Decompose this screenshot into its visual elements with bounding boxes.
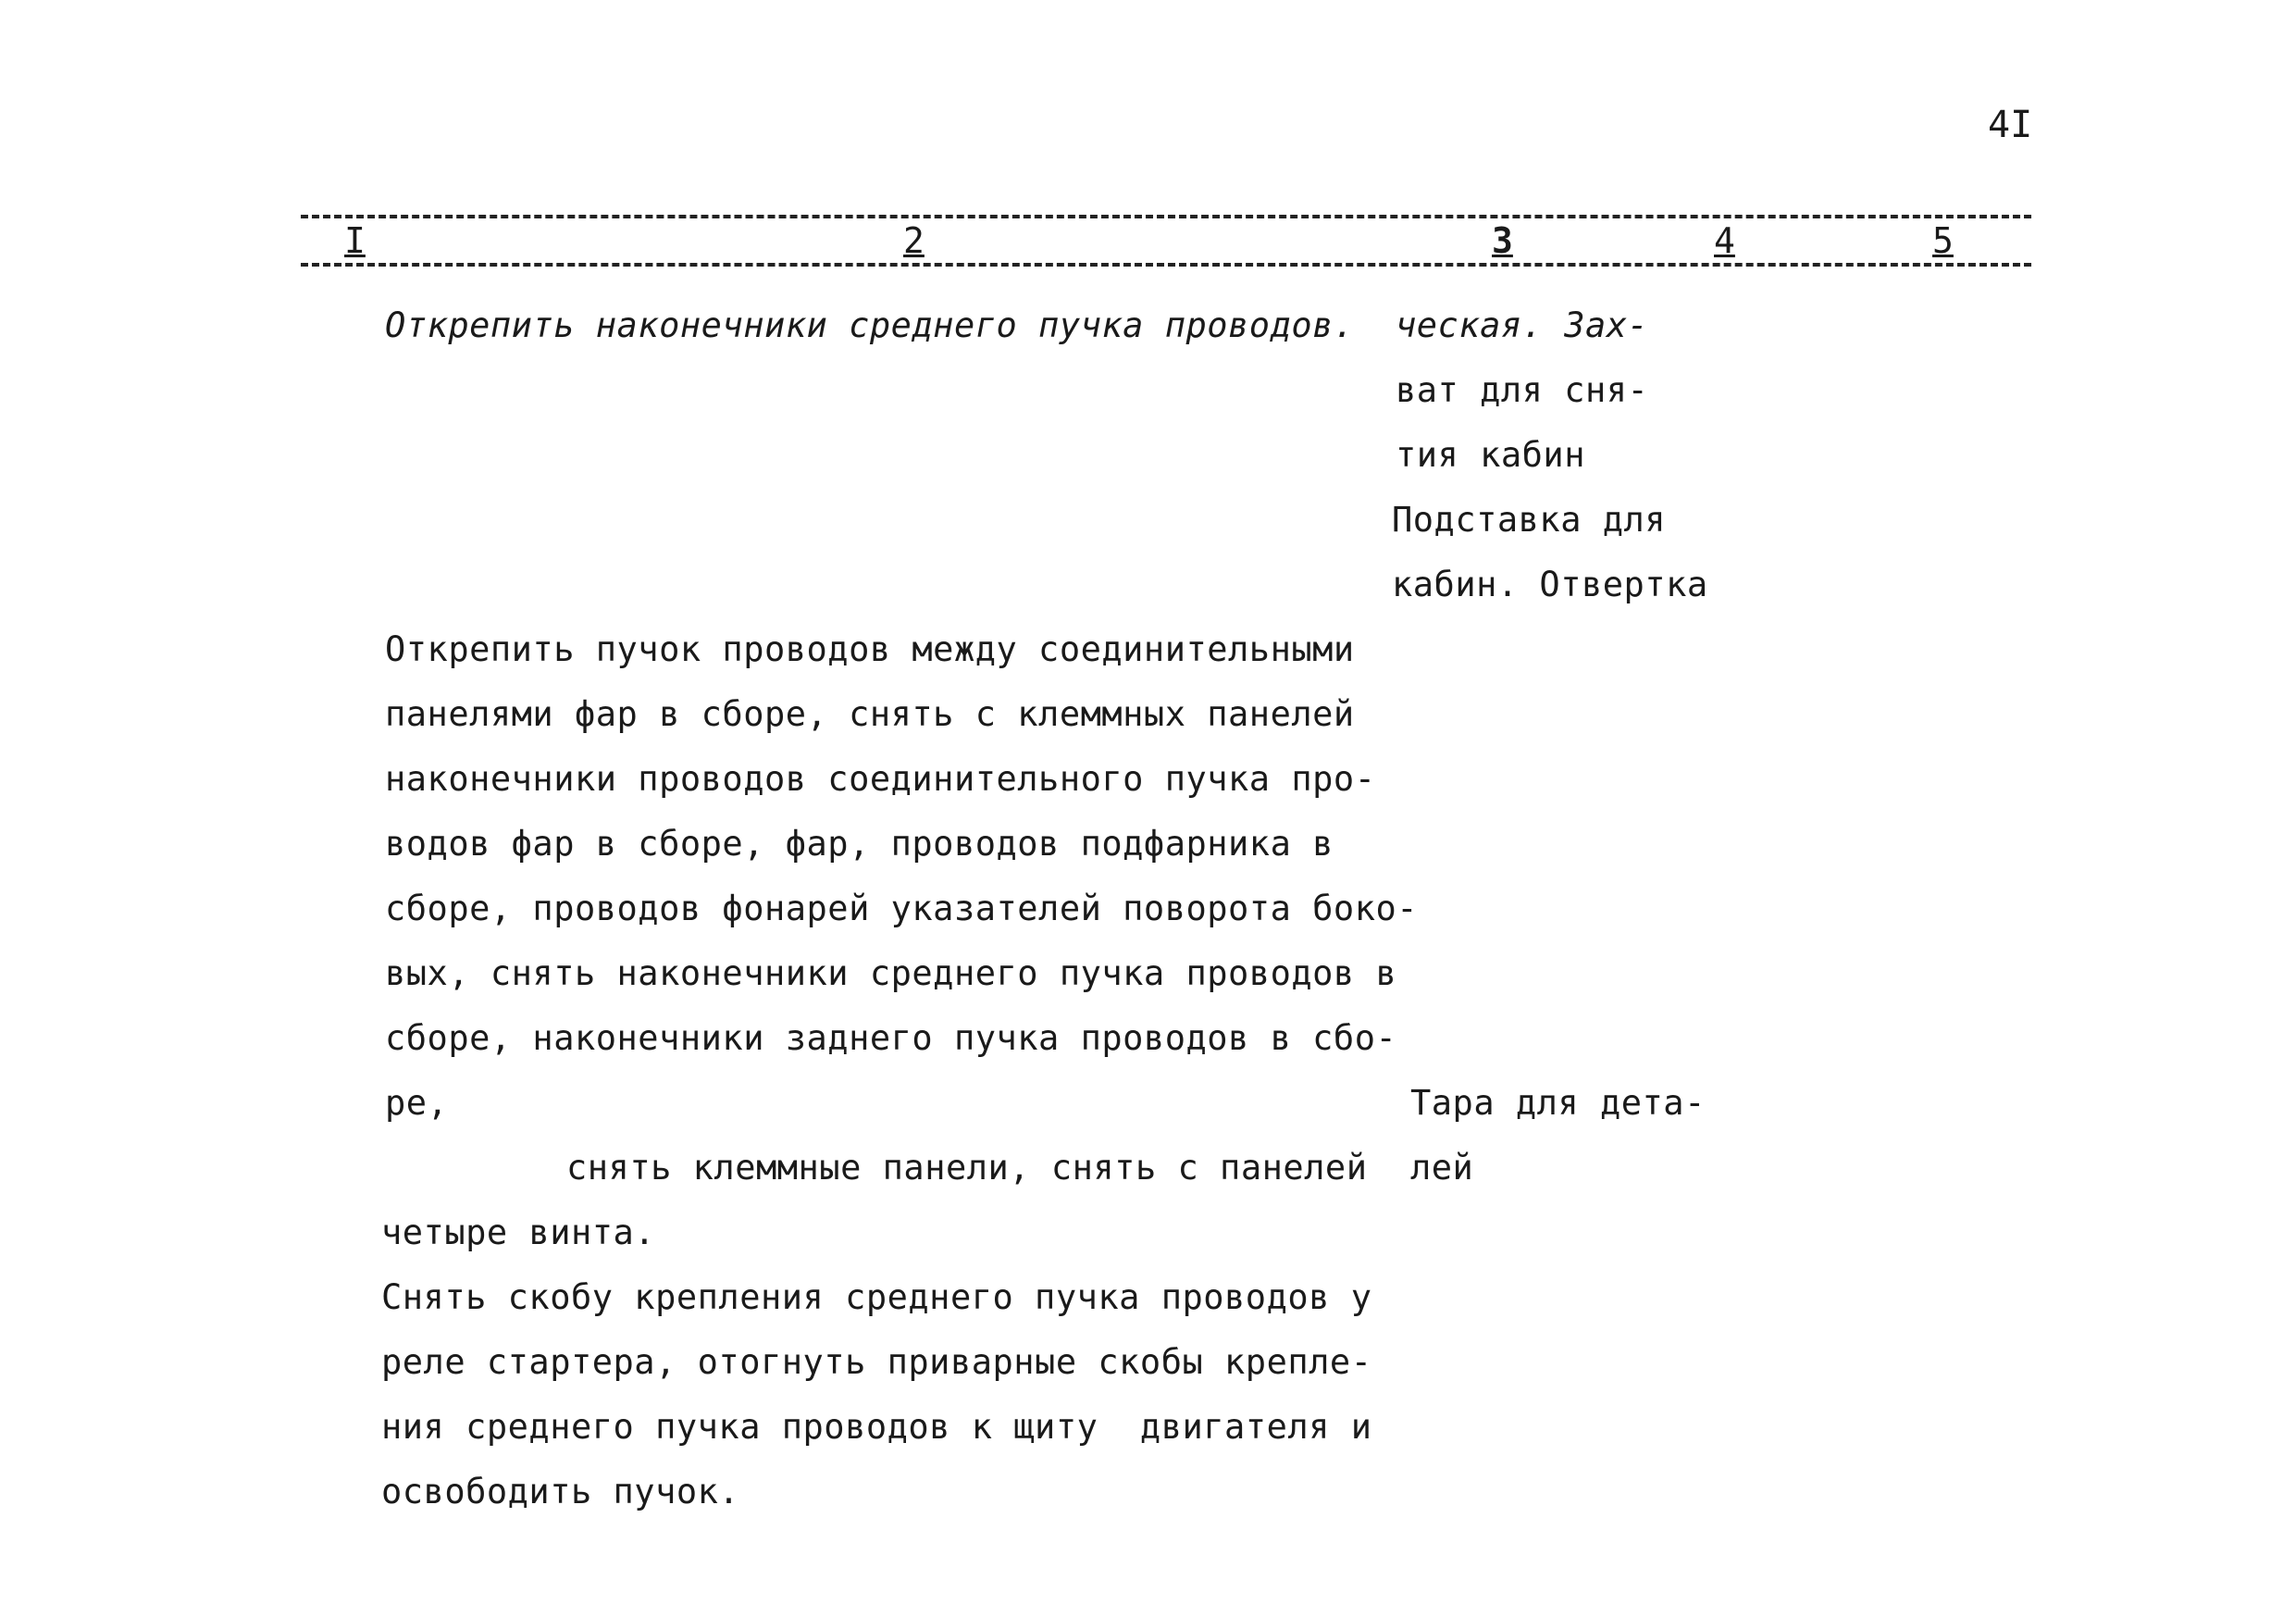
equipment-line: ват для сня-: [1396, 370, 1649, 410]
operation-line: вых, снять наконечники среднего пучка проводов в: [385, 953, 1397, 993]
operation-line: четыре винта.: [381, 1213, 656, 1252]
operation-line: водов фар в сборе, фар, проводов подфарника в: [385, 824, 1334, 864]
equipment-line: кабин. Отвертка: [1392, 565, 1708, 604]
operation-line: снять клеммные панели, снять с панелей: [566, 1148, 1368, 1188]
operation-line: сборе, наконечники заднего пучка проводов в сбо-: [385, 1018, 1397, 1058]
page-number: 4I: [1988, 104, 2033, 146]
operation-line: Открепить наконечники среднего пучка проводов.: [385, 305, 1355, 345]
column-number-2: 2: [898, 220, 930, 261]
operation-line: панелями фар в сборе, снять с клеммных панелей: [385, 694, 1355, 734]
equipment-line: тия кабин: [1396, 435, 1585, 475]
header-bottom-dashed-rule: [301, 263, 2031, 267]
operation-line: наконечники проводов соединительного пучка про-: [385, 759, 1376, 799]
equipment-line: Тара для дета-: [1410, 1083, 1706, 1123]
operation-line: Открепить пучок проводов между соединительными: [385, 629, 1355, 669]
operation-line: ния среднего пучка проводов к щиту двигателя и: [381, 1407, 1372, 1447]
operation-line: реле стартера, отогнуть приварные скобы крепле-: [381, 1342, 1372, 1382]
operation-line: освободить пучок.: [381, 1472, 740, 1511]
equipment-line: лей: [1410, 1148, 1474, 1188]
operation-line: Снять скобу крепления среднего пучка проводов у: [381, 1277, 1372, 1317]
column-number-3: 3: [1486, 220, 1519, 261]
equipment-line: Подставка для: [1392, 500, 1667, 540]
column-number-5: 5: [1927, 220, 1959, 261]
equipment-line: ческая. Зах-: [1396, 305, 1649, 345]
header-top-dashed-rule: [301, 215, 2031, 218]
column-number-1: I: [339, 220, 371, 261]
operation-line: сборе, проводов фонарей указателей поворота боко-: [385, 889, 1419, 928]
operation-line: ре,: [385, 1083, 449, 1123]
column-number-4: 4: [1708, 220, 1741, 261]
